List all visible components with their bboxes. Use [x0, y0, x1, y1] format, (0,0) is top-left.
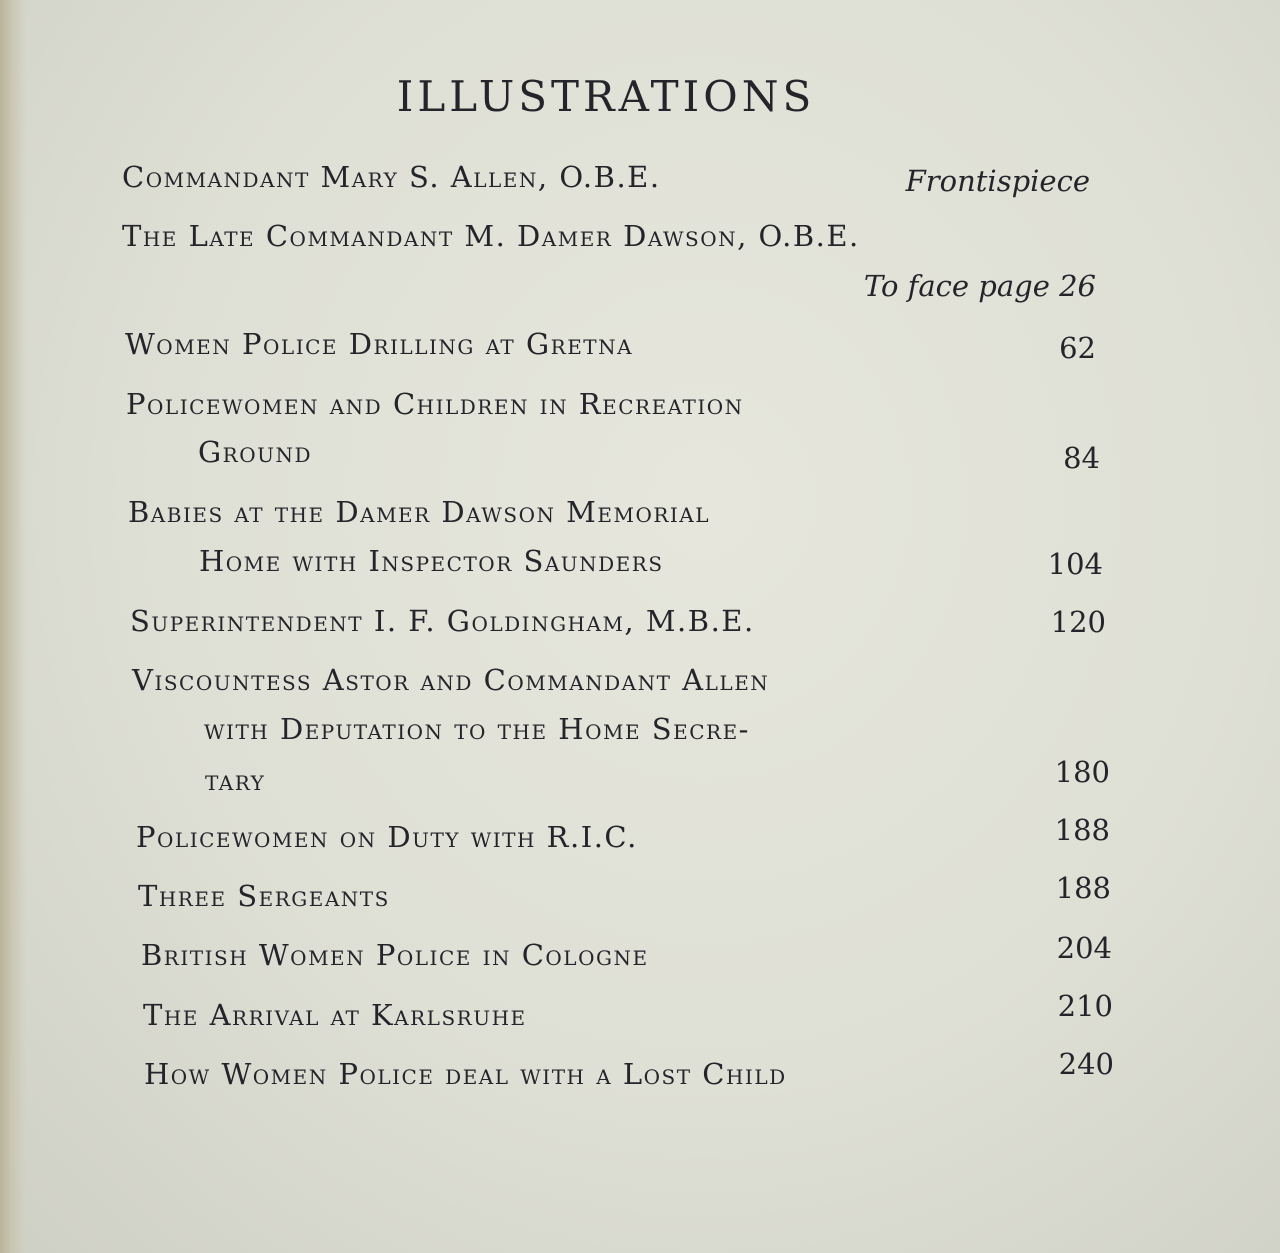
- illustration-title: British Women Police in Cologne: [141, 938, 649, 972]
- illustration-title: Babies at the Damer Dawson Memorial: [128, 495, 711, 529]
- illustration-page: 204: [1056, 931, 1112, 965]
- page-title: ILLUSTRATIONS: [396, 72, 816, 121]
- illustration-page: 188: [1054, 813, 1110, 847]
- illustration-page: 210: [1057, 989, 1113, 1023]
- illustration-page: 84: [1063, 441, 1100, 475]
- illustration-page: 240: [1058, 1047, 1114, 1081]
- illustration-page: To face page 26: [863, 269, 1096, 303]
- illustration-title: Policewomen on Duty with R.I.C.: [136, 820, 638, 854]
- illustration-title: The Arrival at Karlsruhe: [143, 998, 527, 1032]
- illustration-page: 120: [1050, 605, 1106, 639]
- illustration-title: How Women Police deal with a Lost Child: [144, 1057, 787, 1091]
- illustration-title: The Late Commandant M. Damer Dawson, O.B.E.: [122, 219, 860, 253]
- illustration-page: 62: [1059, 331, 1096, 365]
- illustration-title: Commandant Mary S. Allen, O.B.E.: [122, 160, 661, 194]
- illustration-title-continued: Home with Inspector Saunders: [199, 544, 664, 578]
- illustration-page: Frontispiece: [905, 164, 1090, 198]
- illustration-page: 104: [1047, 547, 1103, 581]
- illustration-page: 180: [1054, 755, 1110, 789]
- illustration-title: Viscountess Astor and Commandant Allen: [132, 663, 770, 697]
- illustration-title: Women Police Drilling at Gretna: [125, 327, 634, 361]
- illustration-title-continued: Ground: [198, 435, 313, 469]
- illustration-title-continued: tary: [205, 763, 266, 797]
- page-gutter-shadow: [0, 0, 26, 1253]
- illustration-page: 188: [1055, 871, 1111, 905]
- illustration-title: Policewomen and Children in Recreation: [126, 387, 744, 421]
- illustration-title-continued: with Deputation to the Home Secre-: [204, 712, 750, 746]
- illustration-title: Three Sergeants: [138, 879, 390, 913]
- illustration-title: Superintendent I. F. Goldingham, M.B.E.: [130, 604, 755, 638]
